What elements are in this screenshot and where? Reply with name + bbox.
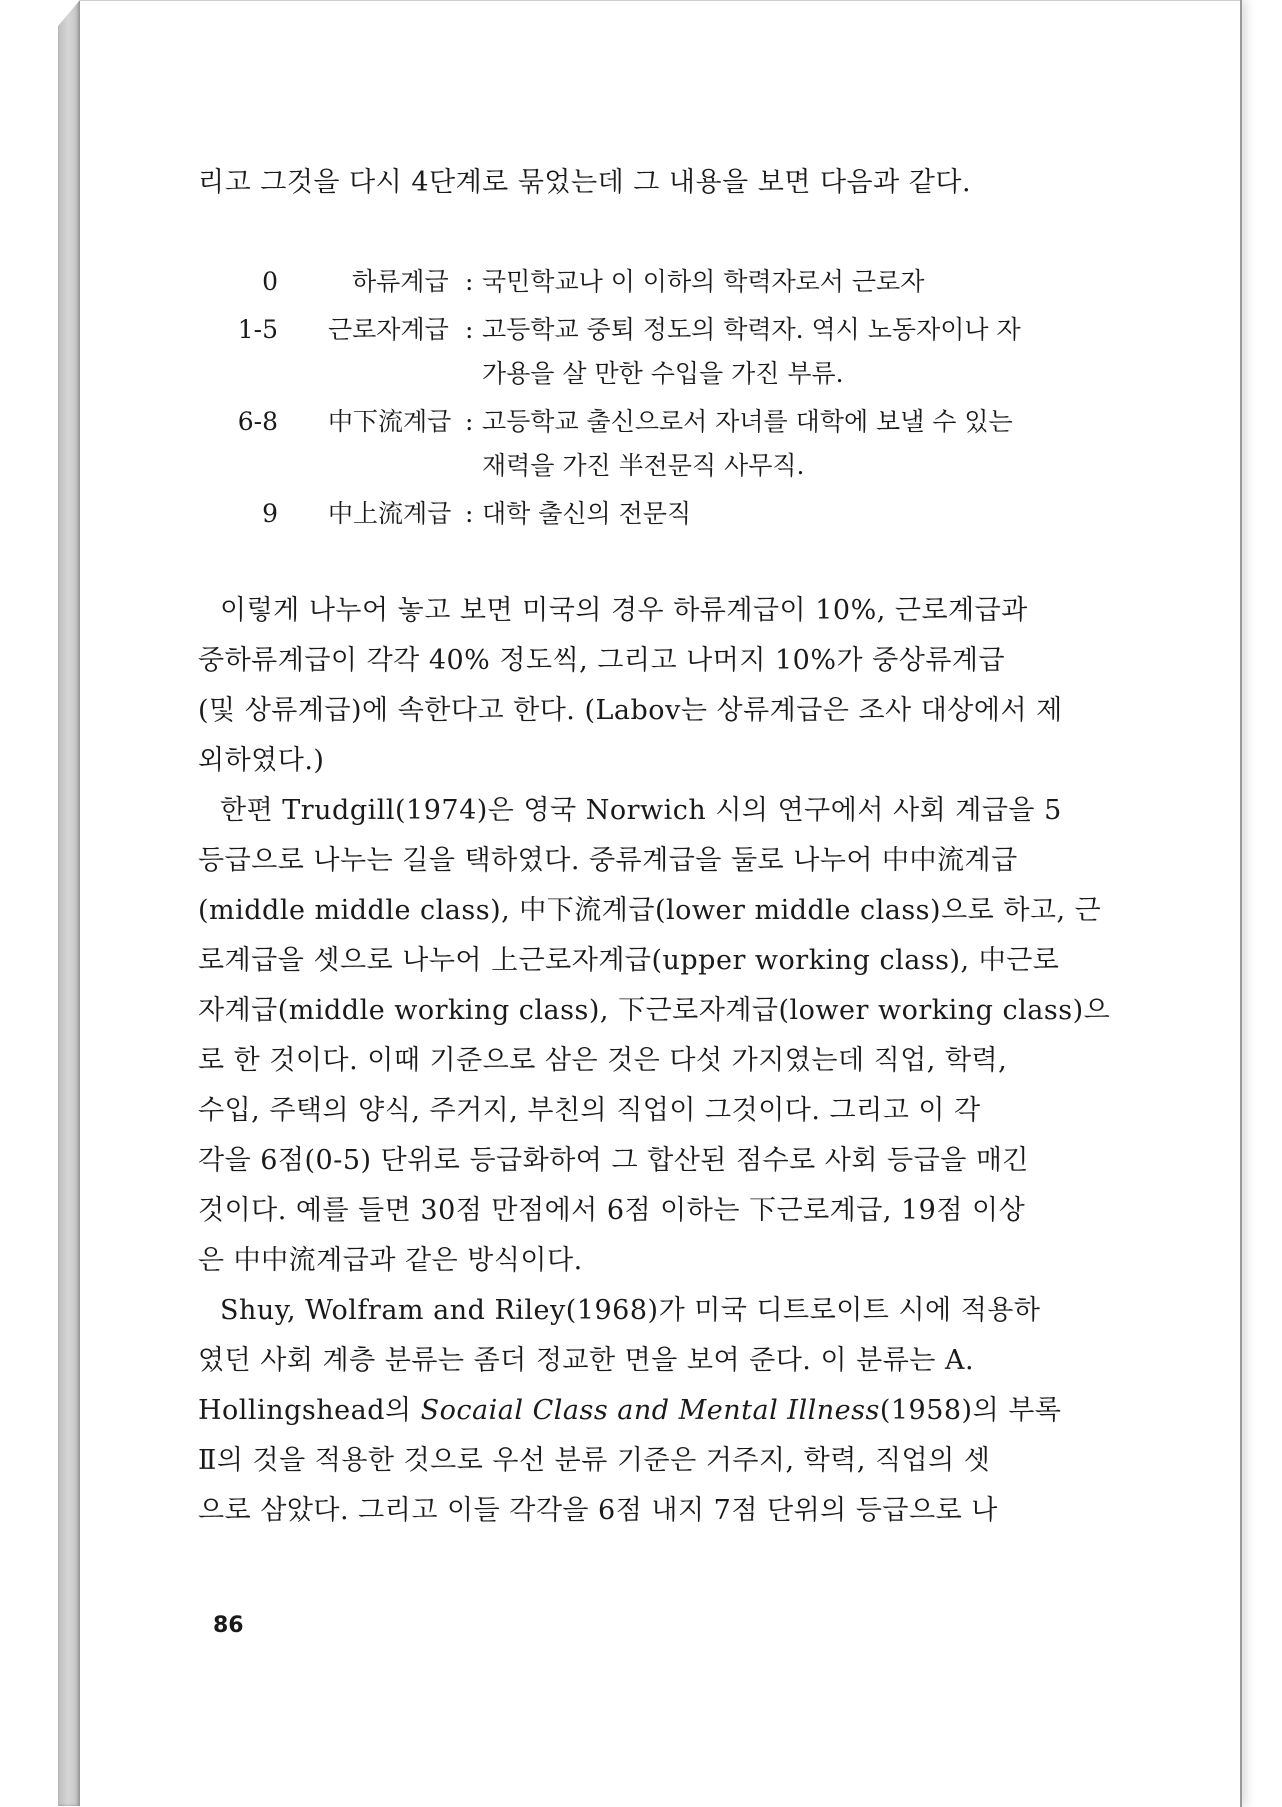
class-item-number: 6-8 [237, 407, 278, 436]
book-page [80, 0, 1240, 1807]
paragraph-line: 중하류계급이 각각 40% 정도씩, 그리고 나머지 10%가 중상류계급 [198, 645, 1006, 676]
class-item-colon: : [465, 499, 474, 528]
paragraph-line: 은 中中流계급과 같은 방식이다. [198, 1245, 583, 1276]
paragraph-text: Hollingshead의 [198, 1395, 421, 1426]
class-item-desc: 대학 출신의 전문직 [482, 499, 692, 528]
class-item-label: 中下流계급 [328, 407, 452, 436]
class-item-desc: 국민학교나 이 이하의 학력자로서 근로자 [482, 267, 925, 296]
paragraph-line: 것이다. 예를 들면 30점 만점에서 6점 이하는 下근로계급, 19점 이상 [198, 1195, 1026, 1226]
intro-line: 리고 그것을 다시 4단계로 묶었는데 그 내용을 보면 다음과 같다. [198, 167, 972, 198]
paragraph-line: 이렇게 나누어 놓고 보면 미국의 경우 하류계급이 10%, 근로계급과 [220, 595, 1028, 626]
paragraph-line: 자계급(middle working class), 下근로자계급(lower working class)으 [198, 995, 1111, 1026]
paragraph-line: (middle middle class), 中下流계급(lower middle class)으로 하고, 근 [198, 895, 1102, 926]
class-item-label: 근로자계급 [328, 315, 449, 344]
paragraph-line: Shuy, Wolfram and Riley(1968)가 미국 디트로이트 시에 적용하 [220, 1295, 1041, 1326]
paragraph-line: 외하였다.) [198, 745, 325, 776]
class-item-desc: 재력을 가진 半전문직 사무직. [482, 451, 805, 480]
class-item-number: 1-5 [237, 315, 278, 344]
class-item-label: 하류계급 [352, 267, 449, 296]
paragraph-line: 로 한 것이다. 이때 기준으로 삼은 것은 다섯 가지였는데 직업, 학력, [198, 1045, 1008, 1076]
paragraph-line: 등급으로 나누는 길을 택하였다. 중류계급을 둘로 나누어 中中流계급 [198, 845, 1018, 876]
paragraph-line: 으로 삼았다. 그리고 이들 각각을 6점 내지 7점 단위의 등급으로 나 [198, 1495, 998, 1526]
paragraph-line-with-title [198, 1393, 1098, 1429]
book-edge-corner [58, 0, 80, 26]
class-item-desc: 고등학교 중퇴 정도의 학력자. 역시 노동자이나 자 [482, 315, 1021, 344]
book-title: Socaial Class and Mental Illness [420, 1395, 880, 1426]
paragraph-line: 각을 6점(0-5) 단위로 등급화하여 그 합산된 점수로 사회 등급을 매긴 [198, 1145, 1030, 1176]
book-page-edge [58, 0, 80, 1806]
paragraph-line: (및 상류계급)에 속한다고 한다. (Labov는 상류계급은 조사 대상에서 제 [198, 695, 1063, 726]
paragraph-line: 수입, 주택의 양식, 주거지, 부친의 직업이 그것이다. 그리고 이 각 [198, 1095, 981, 1126]
class-item-desc: 고등학교 출신으로서 자녀를 대학에 보낼 수 있는 [482, 407, 1013, 436]
paragraph-line: Ⅱ의 것을 적용한 것으로 우선 분류 기준은 거주지, 학력, 직업의 셋 [198, 1445, 991, 1476]
class-item-desc: 가용을 살 만한 수입을 가진 부류. [482, 359, 844, 388]
class-item-number: 9 [262, 499, 278, 528]
class-item-label: 中上流계급 [328, 499, 452, 528]
class-item-colon: : [465, 407, 474, 436]
paragraph-text: (1958)의 부록 [879, 1395, 1062, 1426]
class-item-colon: : [465, 267, 474, 296]
paragraph-line: 였던 사회 계층 분류는 좀더 정교한 면을 보여 준다. 이 분류는 A. [198, 1345, 975, 1376]
paragraph-line: 로계급을 셋으로 나누어 上근로자계급(upper working class), 中근로 [198, 945, 1060, 976]
class-item-colon: : [465, 315, 474, 344]
class-item-number: 0 [262, 267, 278, 296]
paragraph-line: 한편 Trudgill(1974)은 영국 Norwich 시의 연구에서 사회 계급을 5 [220, 795, 1062, 826]
page-number: 86 [213, 1613, 244, 1638]
